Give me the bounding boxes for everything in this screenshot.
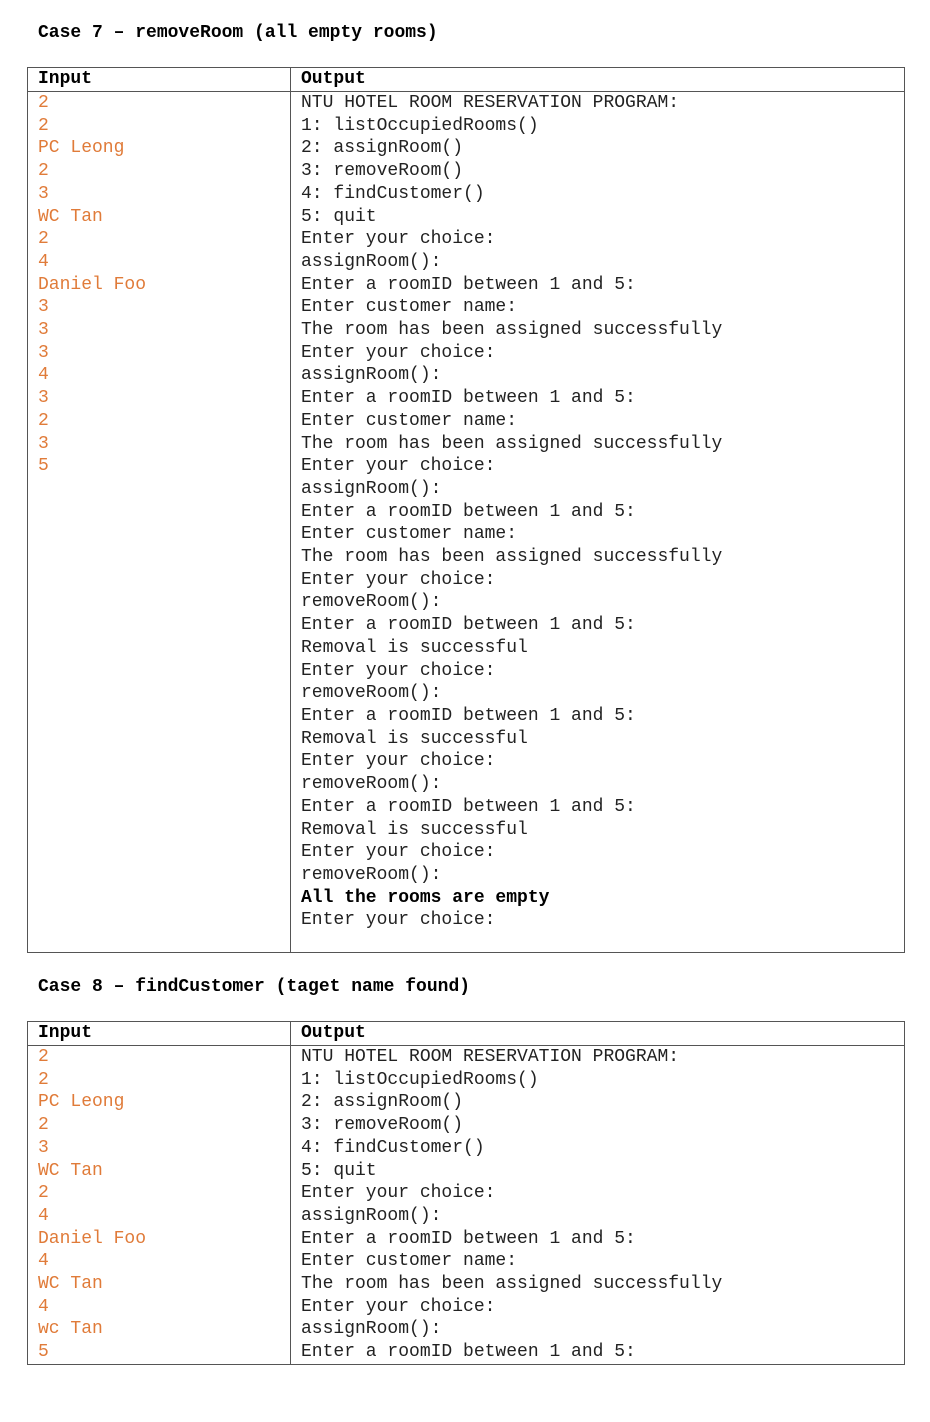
output-line: Enter your choice: [301, 751, 496, 772]
input-line: 4 [38, 1205, 49, 1226]
case8-input-header-label: Input [38, 1023, 93, 1043]
output-line: Enter your choice: [301, 456, 496, 477]
input-line: 3 [38, 342, 49, 363]
case7-input-lines [28, 92, 290, 478]
output-line: 1: listOccupiedRooms() [301, 115, 539, 136]
input-line: 3 [38, 433, 49, 454]
input-line: 2 [38, 229, 49, 250]
output-line: NTU HOTEL ROOM RESERVATION PROGRAM: [301, 93, 680, 113]
case8-body-row [28, 1046, 905, 1365]
input-line: 3 [38, 320, 49, 341]
output-line: Enter customer name: [301, 297, 518, 318]
case8-output-lines [291, 1046, 904, 1364]
output-line: Enter your choice: [301, 910, 496, 931]
output-line: 1: listOccupiedRooms() [301, 1069, 539, 1090]
output-line: 5: quit [301, 206, 377, 227]
output-line: Enter a roomID between 1 and 5: [301, 501, 636, 522]
output-line: The room has been assigned successfully [301, 547, 723, 568]
output-line: Removal is successful [301, 819, 528, 840]
case7-input-cell [28, 92, 291, 953]
output-line: Enter your choice: [301, 660, 496, 681]
case8-header-row [28, 1022, 905, 1046]
output-line: Enter your choice: [301, 342, 496, 363]
case8-input-header [28, 1022, 291, 1046]
case7-output-header [291, 68, 905, 92]
input-line: 3 [38, 297, 49, 318]
output-line: removeRoom(): [301, 774, 442, 795]
output-line: 5: quit [301, 1160, 377, 1181]
output-line: Enter a roomID between 1 and 5: [301, 1342, 636, 1363]
input-line: 2 [38, 410, 49, 431]
output-line: Enter your choice: [301, 229, 496, 250]
output-line: All the rooms are empty [301, 887, 550, 908]
output-line: Removal is successful [301, 728, 528, 749]
input-line: 2 [38, 1115, 49, 1136]
input-line: 3 [38, 183, 49, 204]
output-line: Enter a roomID between 1 and 5: [301, 388, 636, 409]
input-line: 2 [38, 1047, 49, 1067]
output-line: Enter a roomID between 1 and 5: [301, 796, 636, 817]
input-line: WC Tan [38, 206, 103, 227]
input-line: Daniel Foo [38, 274, 147, 295]
output-line: removeRoom(): [301, 592, 442, 613]
input-line: 2 [38, 1183, 49, 1204]
input-line: 3 [38, 388, 49, 409]
input-line: 5 [38, 1342, 49, 1363]
output-line: Enter customer name: [301, 524, 518, 545]
input-line: PC Leong [38, 138, 125, 159]
output-line: Enter your choice: [301, 1183, 496, 1204]
output-line: Enter a roomID between 1 and 5: [301, 1228, 636, 1249]
output-line: 3: removeRoom() [301, 161, 464, 182]
case7-body-row [28, 92, 905, 953]
output-line: The room has been assigned successfully [301, 433, 723, 454]
case7-table [27, 67, 905, 953]
output-line: Enter a roomID between 1 and 5: [301, 705, 636, 726]
input-line: 4 [38, 1251, 49, 1272]
case8-table [27, 1021, 905, 1365]
output-line: The room has been assigned successfully [301, 320, 723, 341]
input-line: 4 [38, 365, 49, 386]
input-line: 2 [38, 115, 49, 136]
output-line: removeRoom(): [301, 864, 442, 885]
output-line: Enter customer name: [301, 1251, 518, 1272]
input-line: 4 [38, 251, 49, 272]
input-line: 2 [38, 1069, 49, 1090]
input-line: 3 [38, 1137, 49, 1158]
case8-heading: Case 8 – findCustomer (taget name found) [38, 977, 471, 997]
case7-output-header-label: Output [301, 69, 366, 89]
output-line: Enter a roomID between 1 and 5: [301, 615, 636, 636]
output-line: 2: assignRoom() [301, 1092, 464, 1113]
output-line: assignRoom(): [301, 1205, 442, 1226]
output-line: 4: findCustomer() [301, 183, 485, 204]
output-line: 3: removeRoom() [301, 1115, 464, 1136]
case7-header-row [28, 68, 905, 92]
case8-input-cell [28, 1046, 291, 1365]
case8-output-cell [291, 1046, 905, 1365]
input-line: Daniel Foo [38, 1228, 147, 1249]
output-line: 2: assignRoom() [301, 138, 464, 159]
output-line: 4: findCustomer() [301, 1137, 485, 1158]
case7-output-lines [291, 92, 904, 932]
input-line: 2 [38, 93, 49, 113]
output-line: Enter your choice: [301, 569, 496, 590]
output-line: assignRoom(): [301, 1319, 442, 1340]
input-line: WC Tan [38, 1160, 103, 1181]
output-line: assignRoom(): [301, 251, 442, 272]
input-line: WC Tan [38, 1274, 103, 1295]
case7-input-header-label: Input [38, 69, 93, 89]
case8-output-header [291, 1022, 905, 1046]
output-line: assignRoom(): [301, 478, 442, 499]
case8-output-header-label: Output [301, 1023, 366, 1043]
output-line: Removal is successful [301, 637, 528, 658]
case7-input-header [28, 68, 291, 92]
input-line: 5 [38, 456, 49, 477]
input-line: PC Leong [38, 1092, 125, 1113]
input-line: 2 [38, 161, 49, 182]
output-line: Enter your choice: [301, 1296, 496, 1317]
case7-heading: Case 7 – removeRoom (all empty rooms) [38, 23, 438, 43]
output-line: NTU HOTEL ROOM RESERVATION PROGRAM: [301, 1047, 680, 1067]
output-line: Enter your choice: [301, 842, 496, 863]
input-line: 4 [38, 1296, 49, 1317]
case8-input-lines [28, 1046, 290, 1364]
output-line: removeRoom(): [301, 683, 442, 704]
output-line: assignRoom(): [301, 365, 442, 386]
output-line: Enter customer name: [301, 410, 518, 431]
output-line: The room has been assigned successfully [301, 1274, 723, 1295]
output-line: Enter a roomID between 1 and 5: [301, 274, 636, 295]
input-line: wc Tan [38, 1319, 103, 1340]
case7-output-cell [291, 92, 905, 953]
